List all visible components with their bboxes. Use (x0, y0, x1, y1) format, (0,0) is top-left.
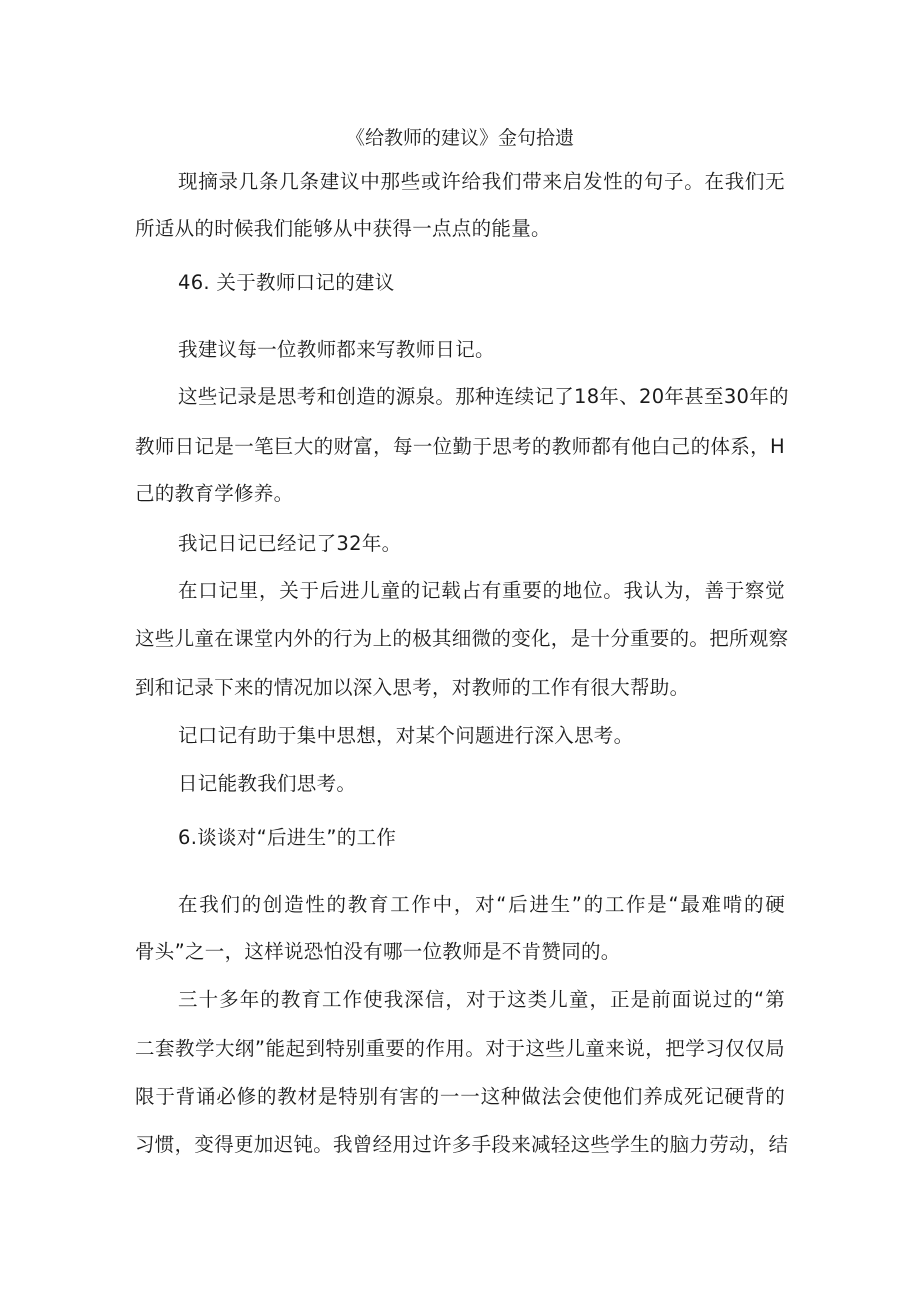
paragraph-line: 我记日记已经记了32年。 (178, 532, 402, 555)
paragraph-line: 己的教育学修养。 (135, 482, 294, 505)
paragraph-line: 这些记录是思考和创造的源泉。那种连续记了18年、20年甚至30年的 (178, 385, 789, 408)
paragraph-line: 我建议每一位教师都来写教师日记。 (178, 338, 495, 361)
paragraph-intro-line-1: 现摘录几条几条建议中那些或许给我们带来启发性的句子。在我们无 (178, 170, 785, 193)
paragraph-line: 日记能教我们思考。 (178, 772, 357, 795)
paragraph-line: 二套教学大纲”能起到特别重要的作用。对于这些儿童来说，把学习仅仅局 (135, 1037, 785, 1060)
paragraph-intro-line-2: 所适从的时候我们能够从中获得一点点的能量。 (135, 217, 551, 240)
paragraph-line: 在口记里，关于后进儿童的记载占有重要的地位。我认为，善于察觉 (178, 579, 785, 602)
paragraph-line: 限于背诵必修的教材是特别有害的一一这种做法会使他们养成死记硬背的 (135, 1085, 785, 1108)
paragraph-line: 在我们的创造性的教育工作中，对“后进生”的工作是“最难啃的硬 (178, 893, 785, 916)
paragraph-line: 骨头”之一，这样说恐怕没有哪一位教师是不肯赞同的。 (135, 940, 621, 963)
section-heading-6: 6.谈谈对“后进生”的工作 (178, 826, 397, 849)
paragraph-line: 三十多年的教育工作使我深信，对于这类儿童，正是前面说过的“第 (178, 988, 785, 1011)
document-title: 《给教师的建议》金句拾遗 (345, 127, 574, 149)
paragraph-line: 到和记录下来的情况加以深入思考，对教师的工作有很大帮助。 (135, 676, 690, 699)
section-heading-46: 46. 关于教师口记的建议 (178, 271, 395, 294)
paragraph-line: 这些儿童在课堂内外的行为上的极其细微的变化，是十分重要的。把所观察 (135, 627, 789, 650)
paragraph-line: 教师日记是一笔巨大的财富，每一位勤于思考的教师都有他白己的体系，H (135, 435, 785, 458)
paragraph-line: 习惯，变得更加迟钝。我曾经用过许多手段来减轻这些学生的脑力劳动，结 (135, 1133, 789, 1156)
paragraph-line: 记口记有助于集中思想，对某个问题进行深入思考。 (178, 724, 634, 747)
